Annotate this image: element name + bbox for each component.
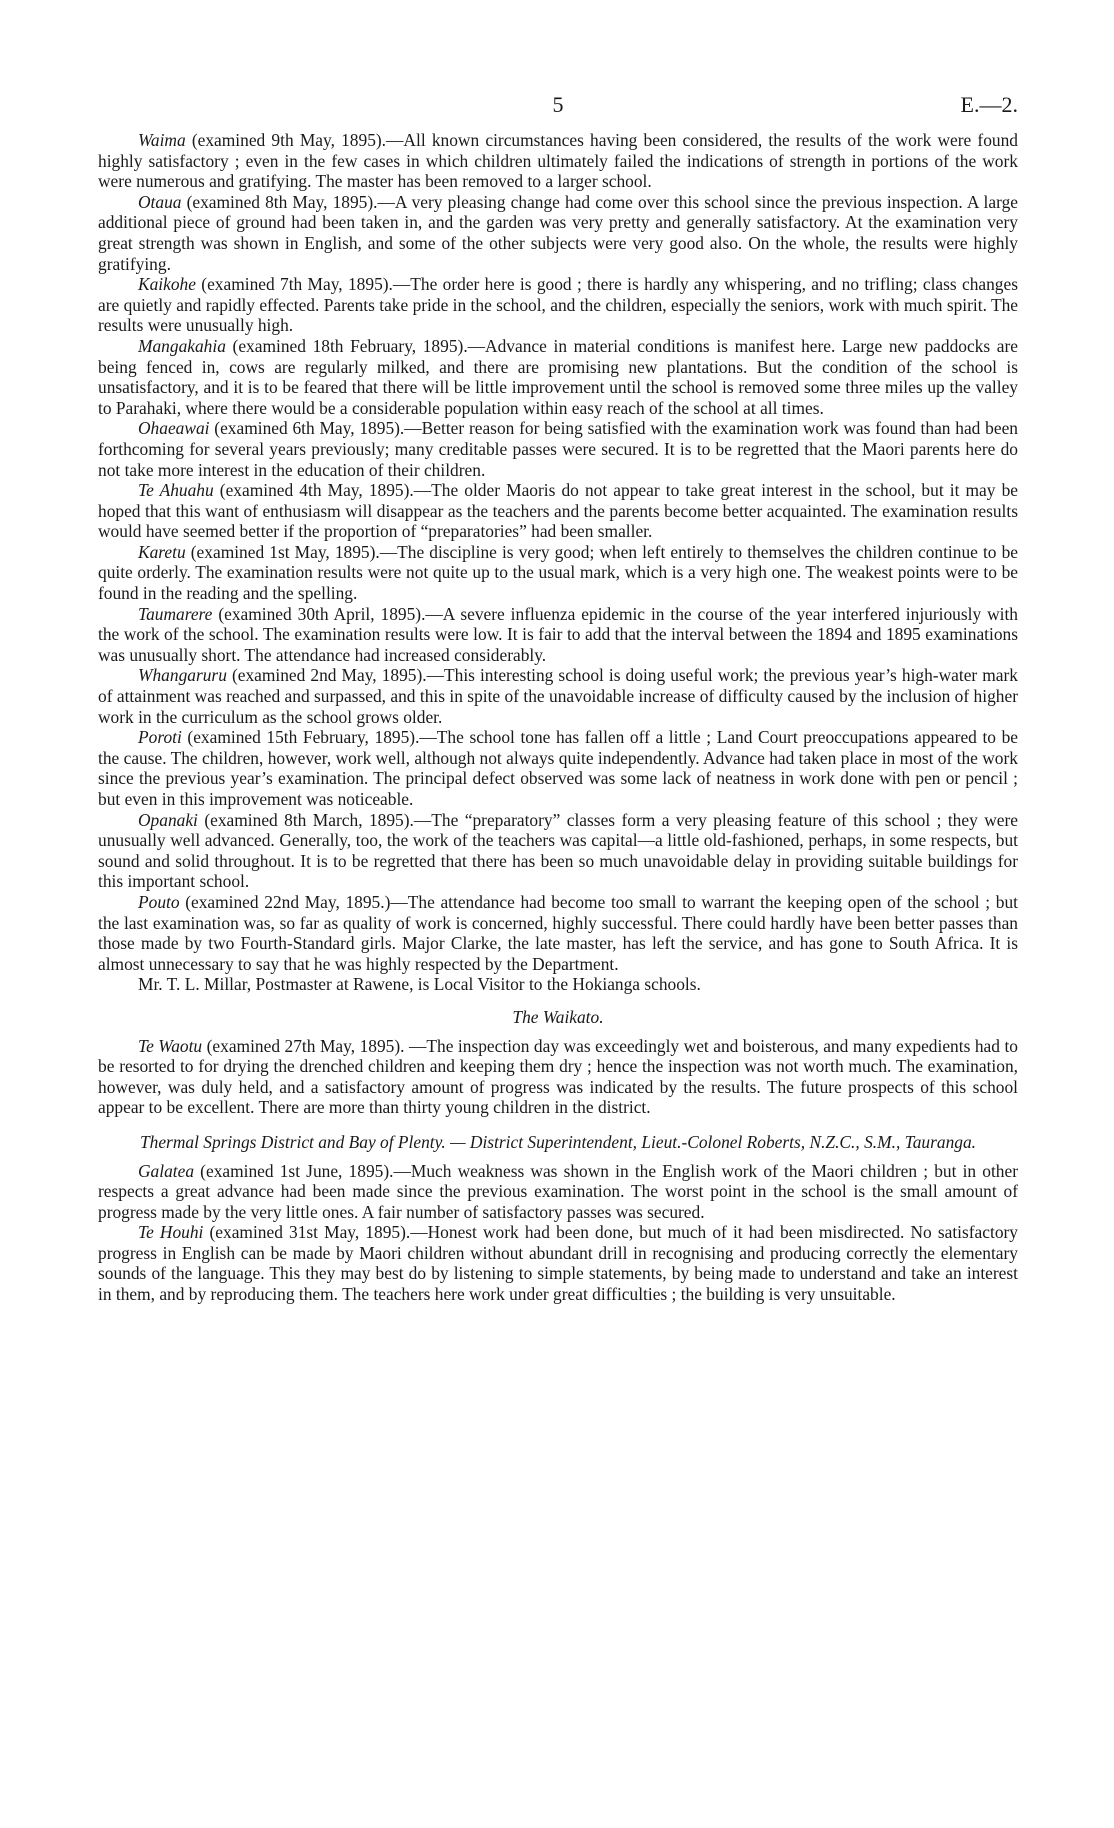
local-visitor-note xyxy=(98,974,1018,995)
report-text: (examined 7th May, 1895).—The order here is good ; there is hardly any whispering, and no trifling; class changes are quietly and rapidly effected. Parents take pride in the school, and the children, especially the seniors, work with much spirit. The results were unusually high. xyxy=(98,274,1018,336)
school-name: Mangakahia xyxy=(138,335,226,356)
school-name: Opanaki xyxy=(138,809,198,830)
report-text: (examined 18th February, 1895).—Advance in material conditions is manifest here. Large new paddocks are being fenced in, cows are regularly milked, and there are promising new plantations. But the condition of the school is unsatisfactory, and it is to be feared that there will be little improvement until the school is removed some three miles up the valley to Parahaki, where there would be a considerable population within easy reach of the school at all times. xyxy=(98,335,1018,418)
school-name: Pouto xyxy=(138,891,180,912)
section-thermal-springs xyxy=(98,1161,1018,1305)
school-report-paragraph xyxy=(98,604,1018,666)
report-text: (examined 9th May, 1895).—All known circumstances having been considered, the results of the work were found highly satisfactory ; even in the few cases in which children ultimately failed the indications of strength in portions of the work were numerous and gratifying. The master has been removed to a larger school. xyxy=(98,130,1018,192)
school-name: Taumarere xyxy=(138,603,213,624)
school-name: Te Houhi xyxy=(138,1222,204,1243)
report-text: (examined 8th March, 1895).—The “preparatory” classes form a very pleasing feature of this school ; they were unusually well advanced. Generally, too, the work of the teachers was capital—a little old-fashioned, perhaps, in some respects, but sound and solid throughout. It is to be regretted that there has been so much unavoidable delay in providing suitable buildings for this important school. xyxy=(98,809,1018,892)
school-report-paragraph xyxy=(98,1036,1018,1118)
school-report-paragraph xyxy=(98,1161,1018,1223)
school-report-paragraph xyxy=(98,810,1018,892)
report-text: (examined 6th May, 1895).—Better reason for being satisfied with the examination work was found than had been forthcoming for several years previously; many creditable passes were secured. It is to be regretted that the Maori parents here do not take more interest in the education of their children. xyxy=(98,418,1018,480)
report-text: (examined 1st June, 1895).—Much weakness was shown in the English work of the Maori children ; but in other respects a great advance had been made since the previous examination. The worst point in the school is the small amount of progress made by the very little ones. A fair number of satisfactory passes was secured. xyxy=(98,1160,1018,1222)
school-report-paragraph xyxy=(98,665,1018,727)
school-report-paragraph xyxy=(98,192,1018,274)
report-text: (examined 2nd May, 1895).—This interesting school is doing useful work; the previous year’s high-water mark of attainment was reached and surpassed, and this in spite of the unavoidable increase of difficulty caused by the inclusion of higher work in the curriculum as the school grows older. xyxy=(98,665,1018,727)
school-name: Karetu xyxy=(138,541,186,562)
school-report-paragraph xyxy=(98,336,1018,418)
school-name: Te Ahuahu xyxy=(138,480,214,501)
page-number: 5 xyxy=(552,92,564,117)
school-name: Poroti xyxy=(138,727,182,748)
school-name: Ohaeawai xyxy=(138,418,210,439)
school-report-paragraph xyxy=(98,542,1018,604)
report-text: (examined 22nd May, 1895.)—The attendance had become too small to warrant the keeping open of the school ; but the last examination was, so far as quality of work is concerned, highly successful. There could hardly have been better passes than those made by two Fourth-Standard girls. Major Clarke, the late master, has left the service, and has gone to South Africa. It is almost unnecessary to say that he was highly respected by the Department. xyxy=(98,891,1018,974)
school-name: Kaikohe xyxy=(138,274,196,295)
document-page xyxy=(98,92,1018,1305)
school-name: Otaua xyxy=(138,191,182,212)
section-northern-schools xyxy=(98,130,1018,995)
school-report-paragraph xyxy=(98,727,1018,809)
report-text: (examined 30th April, 1895).—A severe influenza epidemic in the course of the year interfered injuriously with the work of the school. The examination results were low. It is fair to add that the interval between the 1894 and 1895 examinations was unusually short. The attendance had increased considerably. xyxy=(98,603,1018,665)
school-report-paragraph xyxy=(98,274,1018,336)
page-header xyxy=(98,92,1018,122)
school-name: Galatea xyxy=(138,1160,195,1181)
report-text: (examined 15th February, 1895).—The school tone has fallen off a little ; Land Court preoccupations appeared to be the cause. The children, however, work well, although not always quite independently. Advance had taken place in most of the work since the previous year’s examination. The principal defect observed was some lack of neatness in work done with pen or pencil ; but even in this improvement was noticeable. xyxy=(98,727,1018,809)
report-text: (examined 8th May, 1895).—A very pleasing change had come over this school since the previous inspection. A large additional piece of ground had been taken in, and the garden was very pretty and generally satisfactory. At the examination very great strength was shown in English, and some of the other subjects were very good also. On the whole, the results were highly gratifying. xyxy=(98,191,1018,274)
school-name: Te Waotu xyxy=(138,1035,203,1056)
report-text: (examined 1st May, 1895).—The discipline is very good; when left entirely to themselves the children continue to be quite orderly. The examination results were not quite up to the usual mark, which is a very high one. The weakest points were to be found in the reading and the spelling. xyxy=(98,541,1018,604)
school-report-paragraph xyxy=(98,1222,1018,1304)
school-report-paragraph xyxy=(98,892,1018,974)
school-name: Whangaruru xyxy=(138,665,227,686)
section-heading-waikato: The Waikato. xyxy=(512,1006,604,1027)
report-text: (examined 27th May, 1895). —The inspection day was exceedingly wet and boisterous, and many expedients had to be resorted to for drying the drenched children and keeping them dry ; hence the inspection was not worth much. The examination, however, was duly held, and a satisfactory amount of progress was indicated by the results. The future prospects of this school appear to be excellent. There are more than thirty young children in the district. xyxy=(98,1035,1019,1118)
school-report-paragraph xyxy=(98,480,1018,542)
report-text: (examined 31st May, 1895).—Honest work had been done, but much of it had been misdirected. No satisfactory progress in English can be made by Maori children without abundant drill in recognising and producing correctly the elementary sounds of the language. This they may best do by listening to simple statements, by being made to understand and take an interest in them, and by reproducing them. The teachers here work under great difficulties ; the building is very unsuitable. xyxy=(98,1222,1018,1305)
report-text: Mr. T. L. Millar, Postmaster at Rawene, is Local Visitor to the Hokianga schools. xyxy=(138,974,701,995)
section-waikato xyxy=(98,1036,1018,1118)
section-heading-thermal-springs: Thermal Springs District and Bay of Plenty. — District Superintendent, Lieut.-Colonel Roberts, N.Z.C., S.M., Tauranga. xyxy=(139,1131,977,1152)
report-text: (examined 4th May, 1895).—The older Maoris do not appear to take great interest in the school, but it may be hoped that this want of enthusiasm will disappear as the teachers and the parents become better acquainted. The examination results would have seemed better if the proportion of “preparatories” had been smaller. xyxy=(98,480,1018,542)
school-report-paragraph xyxy=(98,130,1018,192)
school-name: Waima xyxy=(138,130,186,150)
document-code: E.—2. xyxy=(960,92,1018,117)
school-report-paragraph xyxy=(98,418,1018,480)
